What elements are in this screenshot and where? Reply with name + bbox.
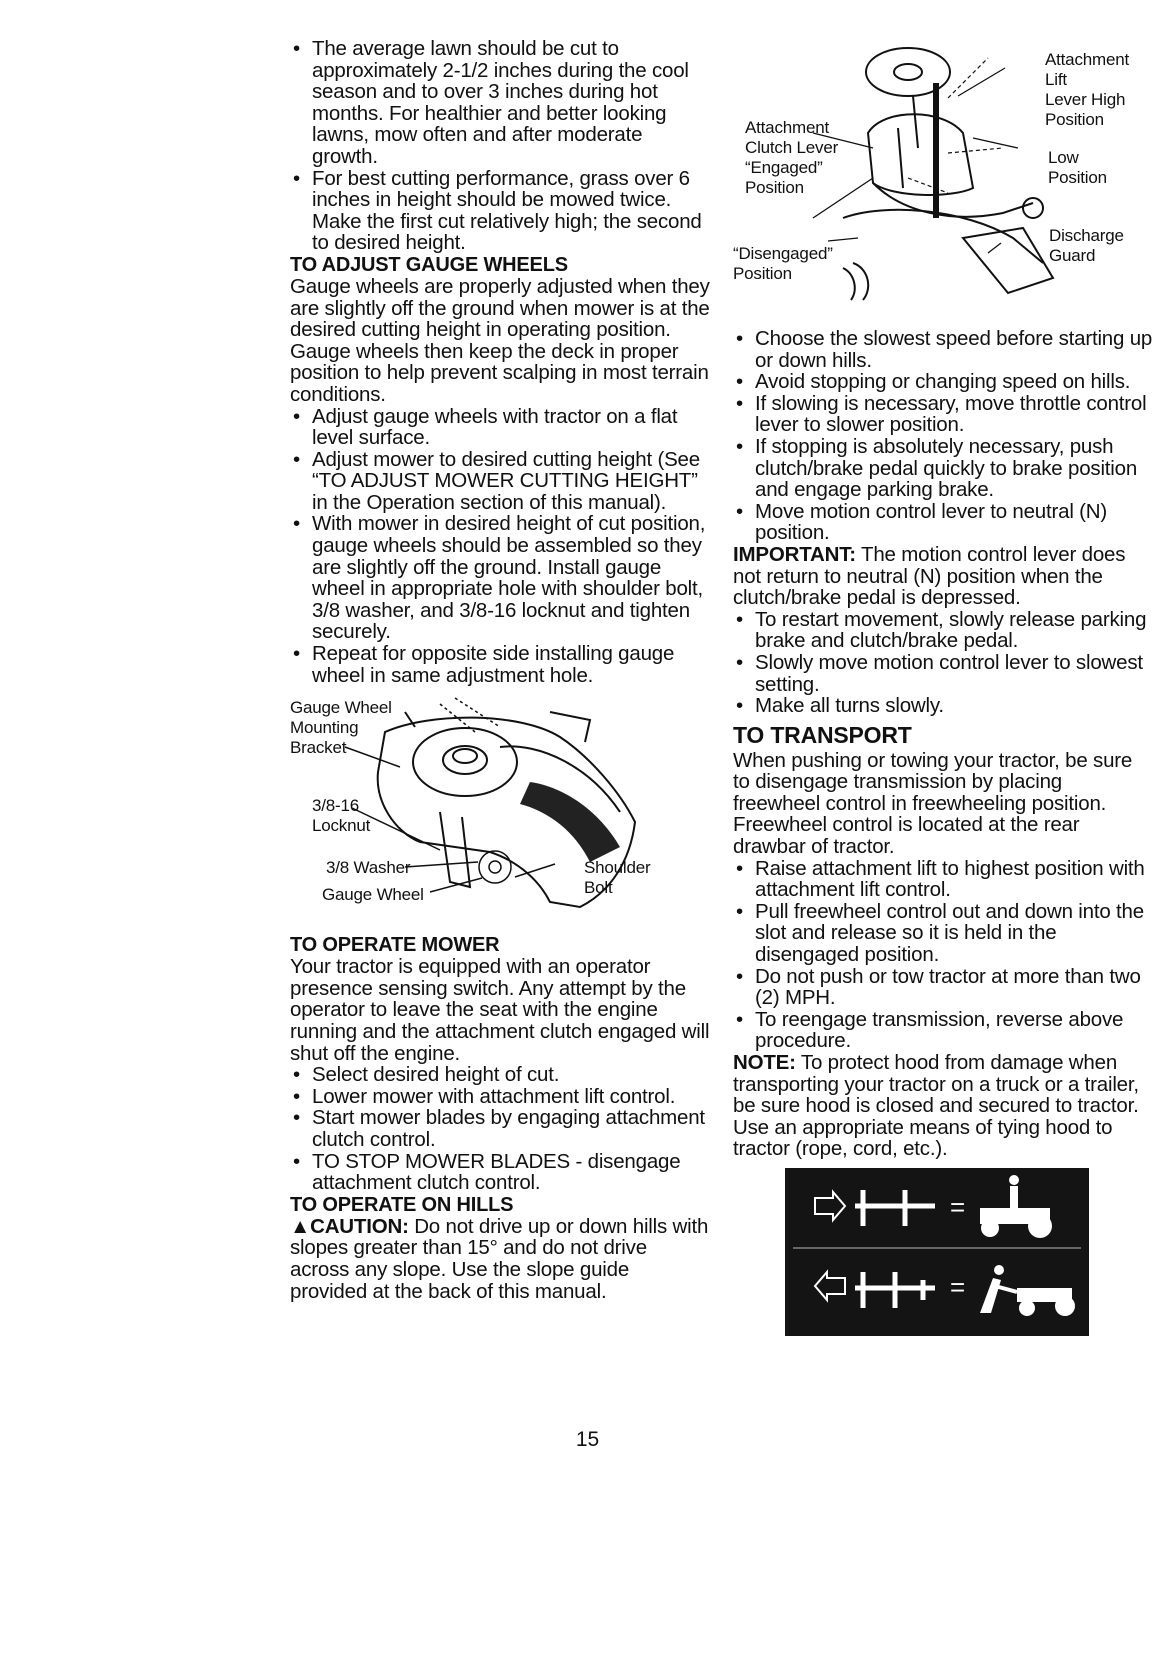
restart-bullets bbox=[733, 609, 1153, 717]
list-item: • Pull freewheel control out and down into the slot and release so it is held in the disengaged position. bbox=[733, 901, 1153, 966]
discharge-guard-callout: Discharge Guard bbox=[1049, 226, 1124, 265]
note-label: NOTE: bbox=[733, 1051, 796, 1074]
gauge-wheel-figure bbox=[290, 692, 710, 924]
operate-hills-heading: TO OPERATE ON HILLS bbox=[290, 1193, 514, 1216]
lift-lever-callout: Attachment Lift Lever High Position bbox=[1045, 50, 1129, 129]
list-item: • Start mower blades by engaging attachment clutch control. bbox=[290, 1107, 710, 1150]
attachment-lever-figure bbox=[733, 38, 1153, 316]
list-item: • Repeat for opposite side installing gauge wheel in same adjustment hole. bbox=[290, 643, 710, 686]
list-item: • Slowly move motion control lever to slowest setting. bbox=[733, 652, 1153, 695]
decal-equals-top: = bbox=[950, 1191, 965, 1222]
freewheel-control-engaged-icon bbox=[855, 1190, 935, 1226]
list-item: • Do not push or tow tractor at more than two (2) MPH. bbox=[733, 966, 1153, 1009]
gauge-wheels-bullets bbox=[290, 406, 710, 687]
operate-mower-text: Your tractor is equipped with an operator presence sensing switch. Any attempt by the operator to leave the seat with the engine running and the attachment clutch engaged will shut off the engine. bbox=[290, 955, 710, 1065]
gauge-wheels-heading: TO ADJUST GAUGE WHEELS bbox=[290, 253, 568, 276]
disengaged-callout: “Disengaged” Position bbox=[733, 244, 833, 283]
caution-label: CAUTION: bbox=[310, 1214, 409, 1238]
tractor-rider-icon bbox=[980, 1175, 1052, 1238]
clutch-lever-callout: Attachment Clutch Lever “Engaged” Position bbox=[745, 118, 839, 197]
freewheel-decal bbox=[785, 1168, 1089, 1336]
list-item: • The average lawn should be cut to approximately 2-1/2 inches during the cool season and to over 3 inches during hot months. For healthier and better looking lawns, mow often and after moderate growth. bbox=[290, 38, 710, 168]
list-item: • For best cutting performance, grass over 6 inches in height should be mowed twice. Make the first cut relatively high; the second to desired height. bbox=[290, 168, 710, 254]
list-item: • To restart movement, slowly release parking brake and clutch/brake pedal. bbox=[733, 609, 1153, 652]
page-number: 15 bbox=[575, 1428, 600, 1451]
transport-heading: TO TRANSPORT bbox=[733, 721, 912, 748]
low-position-callout: Low Position bbox=[1048, 148, 1107, 187]
list-item: • Adjust gauge wheels with tractor on a flat level surface. bbox=[290, 406, 710, 449]
washer-callout: 3/8 Washer bbox=[326, 858, 411, 878]
list-item: • Adjust mower to desired cutting height (See “TO ADJUST MOWER CUTTING HEIGHT” in the Operation section of this manual). bbox=[290, 449, 710, 514]
list-item: • Choose the slowest speed before starting up or down hills. bbox=[733, 328, 1153, 371]
bracket-callout: Gauge Wheel Mounting Bracket bbox=[290, 698, 392, 758]
arrow-right-icon bbox=[815, 1192, 845, 1220]
list-item: • If slowing is necessary, move throttle control lever to slower position. bbox=[733, 393, 1153, 436]
freewheel-decal-graphic bbox=[785, 1168, 1089, 1336]
hill-bullets bbox=[733, 328, 1153, 544]
list-item: • Select desired height of cut. bbox=[290, 1064, 710, 1086]
list-item: • Raise attachment lift to highest position with attachment lift control. bbox=[733, 858, 1153, 901]
important-text: The motion control lever does not return to neutral (N) position when the clutch/brake pedal is depressed. bbox=[733, 542, 1126, 610]
list-item: • Make all turns slowly. bbox=[733, 695, 1153, 717]
arrow-left-icon bbox=[815, 1272, 845, 1300]
caution-text: Do not drive up or down hills with slopes greater than 15° and do not drive across any slope. Use the slope guide provided at the back of this manual. bbox=[290, 1214, 709, 1303]
list-item: • Lower mower with attachment lift control. bbox=[290, 1086, 710, 1108]
list-item: • If stopping is absolutely necessary, push clutch/brake pedal quickly to brake position and engage parking brake. bbox=[733, 436, 1153, 501]
warning-triangle-icon: ▲ bbox=[290, 1214, 311, 1238]
list-item: • TO STOP MOWER BLADES - disengage attachment clutch control. bbox=[290, 1151, 710, 1194]
note-text: To protect hood from damage when transporting your tractor on a truck or a trailer, be sure hood is closed and secured to tractor. Use an appropriate means of tying hood to tractor (rope, cord, etc.). bbox=[733, 1051, 1139, 1161]
decal-equals-bottom: = bbox=[950, 1271, 965, 1302]
shoulder-bolt-callout: Shoulder Bolt bbox=[584, 858, 651, 898]
important-label: IMPORTANT: bbox=[733, 542, 856, 566]
list-item: • Move motion control lever to neutral (N) position. bbox=[733, 501, 1153, 544]
note-paragraph bbox=[733, 1052, 1153, 1160]
gauge-wheel-callout: Gauge Wheel bbox=[322, 885, 424, 905]
operate-mower-heading: TO OPERATE MOWER bbox=[290, 934, 500, 957]
pushing-tractor-icon bbox=[980, 1265, 1075, 1316]
important-paragraph bbox=[733, 544, 1153, 609]
list-item: • Avoid stopping or changing speed on hills. bbox=[733, 371, 1153, 393]
transport-text: When pushing or towing your tractor, be sure to disengage transmission by placing freewheel control in freewheeling position. Freewheel control is located at the rear drawbar of tractor. bbox=[733, 748, 1133, 859]
transport-bullets bbox=[733, 858, 1153, 1052]
list-item: • With mower in desired height of cut position, gauge wheels should be assembled so they are slightly off the ground. Install gauge wheel in appropriate hole with shoulder bolt, 3/8 washer, and 3/8-16 locknut and tighten securely. bbox=[290, 513, 710, 643]
left-column bbox=[290, 38, 710, 1302]
caution-paragraph bbox=[290, 1216, 710, 1302]
locknut-callout: 3/8-16 Locknut bbox=[312, 796, 371, 836]
freewheel-control-disengaged-icon bbox=[855, 1272, 935, 1308]
operate-mower-bullets bbox=[290, 1064, 710, 1194]
intro-bullets bbox=[290, 38, 710, 254]
list-item: • To reengage transmission, reverse above procedure. bbox=[733, 1009, 1153, 1052]
gauge-wheels-text: Gauge wheels are properly adjusted when they are slightly off the ground when mower is at the desired cutting height in operating position. Gauge wheels then keep the deck in proper position to help prevent scalping in most terrain conditions. bbox=[290, 274, 710, 406]
right-column bbox=[733, 38, 1153, 1336]
